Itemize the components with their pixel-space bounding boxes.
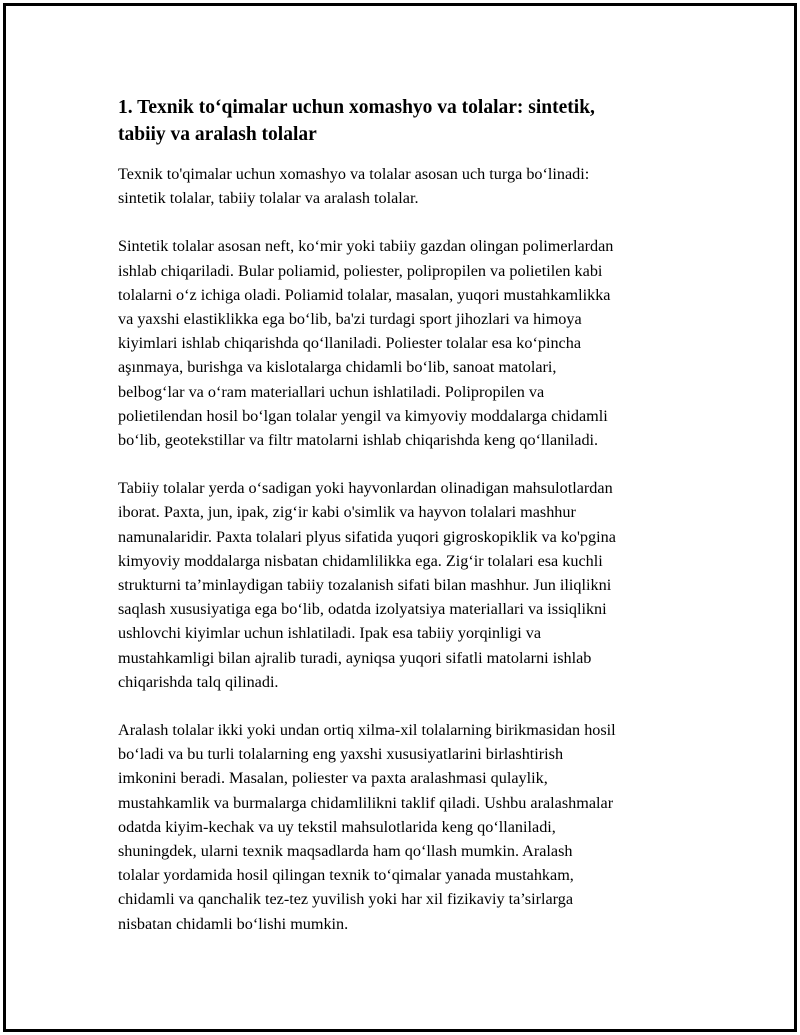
text-line: Tabiiy tolalar yerda o‘sadigan yoki hayvonlardan olinadigan mahsulotlardan: [118, 479, 613, 498]
text-line: va yaxshi elastiklikka ega bo‘lib, ba'zi turdagi sport jihozlari va himoya: [118, 310, 582, 329]
text-line: shuningdek, ularni texnik maqsadlarda ham qo‘llash mumkin. Aralash: [118, 842, 573, 861]
text-line: chidamli va qanchalik tez-tez yuvilish yoki har xil fizikaviy ta’sirlarga: [118, 890, 574, 909]
text-line: Aralash tolalar ikki yoki undan ortiq xilma-xil tolalarning birikmasidan hosil: [118, 721, 616, 740]
text-line: odatda kiyim-kechak va uy tekstil mahsulotlarida keng qo‘llaniladi,: [118, 817, 556, 836]
text-line: tolalarni o‘z ichiga oladi. Poliamid tolalar, masalan, yuqori mustahkamlikka: [118, 285, 611, 304]
text-line: polietilendan hosil bo‘lgan tolalar yengil va kimyoviy moddalarga chidamli: [118, 406, 608, 425]
text-line: sintetik tolalar, tabiiy tolalar va aralash tolalar.: [118, 189, 419, 208]
text-line: strukturni ta’minlaydigan tabiiy tozalanish sifati bilan mashhur. Jun iliqlikni: [118, 576, 612, 595]
paragraph-synthetic-fibers: [118, 234, 698, 452]
text-line: Texnik to'qimalar uchun xomashyo va tolalar asosan uch turga bo‘linadi:: [118, 165, 590, 183]
text-line: tolalar yordamida hosil qilingan texnik to‘qimalar yanada mustahkam,: [118, 866, 574, 885]
text-line: ishlab chiqariladi. Bular poliamid, poliester, polipropilen va polietilen kabi: [118, 261, 603, 280]
text-line: saqlash xususiyatiga ega bo‘lib, odatda izolyatsiya materiallari va issiqlikni: [118, 600, 607, 619]
text-line: kiyimlari ishlab chiqarishda qo‘llaniladi. Poliester tolalar esa ko‘pincha: [118, 334, 582, 353]
text-line: belbog‘lar va o‘ram materiallari uchun ishlatiladi. Polipropilen va: [118, 382, 545, 401]
text-line: chiqarishda talq qilinadi.: [118, 672, 279, 691]
text-line: bo‘lib, geotekstillar va filtr matolarni ishlab chiqarishda keng qo‘llaniladi.: [118, 431, 599, 450]
text-line: iborat. Paxta, jun, ipak, zig‘ir kabi o'simlik va hayvon tolalari mashhur: [118, 503, 576, 522]
paragraph-natural-fibers: [118, 476, 698, 694]
text-line: ushlovchi kiyimlar uchun ishlatiladi. Ipak esa tabiiy yorqinligi va: [118, 624, 542, 643]
document-body: [118, 94, 698, 960]
text-line: mustahkamlik va burmalarga chidamlilikni taklif qiladi. Ushbu aralashmalar: [118, 793, 614, 812]
section-title: [118, 94, 698, 148]
text-line: bo‘ladi va bu turli tolalarning eng yaxshi xususiyatlarini birlashtirish: [118, 745, 564, 764]
text-line: Sintetik tolalar asosan neft, ko‘mir yoki tabiiy gazdan olingan polimerlardan: [118, 237, 614, 256]
text-line: aşınmaya, burishga va kislotalarga chidamli bo‘lib, sanoat matolari,: [118, 358, 557, 377]
text-line: imkonini beradi. Masalan, poliester va paxta aralashmasi qulaylik,: [118, 769, 548, 788]
text-line: nisbatan chidamli bo‘lishi mumkin.: [118, 914, 349, 933]
text-line: kimyoviy moddalarga nisbatan chidamlilikka ega. Zig‘ir tolalari esa kuchli: [118, 551, 603, 570]
section-title-line: 1. Texnik to‘qimalar uchun xomashyo va tolalar: sintetik,: [118, 97, 595, 118]
text-line: mustahkamligi bilan ajralib turadi, ayniqsa yuqori sifatli matolarni ishlab: [118, 648, 592, 667]
section-title-line: tabiiy va aralash tolalar: [118, 124, 317, 145]
paragraph-blended-fibers: [118, 718, 698, 936]
paragraph-intro: [118, 162, 698, 210]
text-line: namunalaridir. Paxta tolalari plyus sifatida yuqori gigroskopiklik va ko'pgina: [118, 527, 616, 546]
